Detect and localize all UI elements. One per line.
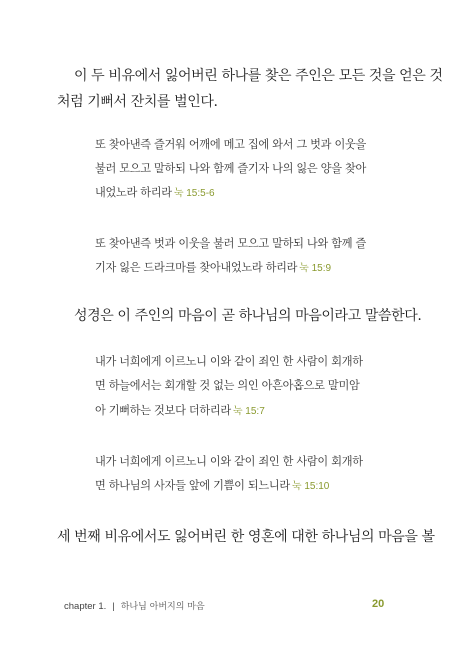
scripture-quote-1-line-1: 또 찾아낸즉 즐거워 어깨에 메고 집에 와서 그 벗과 이웃을 — [95, 138, 366, 151]
page-footer — [64, 599, 205, 612]
scripture-quote-1-line-3 — [95, 184, 215, 200]
body-paragraph-1-line-1: 이 두 비유에서 잃어버린 하나를 찾은 주인은 모든 것을 얻은 것 — [74, 68, 443, 84]
scripture-quote-2-line-1: 또 찾아낸즉 벗과 이웃을 불러 모으고 말하되 나와 함께 즐 — [95, 237, 366, 250]
footer-chapter: chapter 1. — [64, 601, 107, 612]
scripture-reference-4: 눅 15:10 — [291, 481, 330, 492]
body-paragraph-3-line-1: 세 번째 비유에서도 잃어버린 한 영혼에 대한 하나님의 마음을 볼 — [57, 529, 435, 545]
scripture-reference-1: 눅 15:5-6 — [173, 188, 215, 199]
body-paragraph-2-line-1: 성경은 이 주인의 마음이 곧 하나님의 마음이라고 말씀한다. — [74, 308, 422, 324]
scripture-quote-4-text: 면 하나님의 사자들 앞에 기쁨이 되느니라 — [95, 479, 290, 492]
body-paragraph-1-line-2: 처럼 기뻐서 잔치를 벌인다. — [57, 94, 218, 110]
scripture-reference-2: 눅 15:9 — [299, 263, 332, 274]
footer-separator: | — [112, 601, 115, 612]
page-number: 20 — [372, 598, 385, 610]
scripture-quote-2-text: 기자 잃은 드라크마를 찾아내었노라 하리라 — [95, 261, 298, 274]
scripture-quote-2-line-2 — [95, 259, 331, 275]
scripture-quote-4-line-1: 내가 너희에게 이르노니 이와 같이 죄인 한 사람이 회개하 — [95, 455, 363, 468]
scripture-quote-3-line-1: 내가 너희에게 이르노니 이와 같이 죄인 한 사람이 회개하 — [95, 355, 363, 368]
scripture-quote-1-line-2: 불러 모으고 말하되 나와 함께 즐기자 나의 잃은 양을 찾아 — [95, 162, 366, 175]
scripture-quote-3-line-2: 면 하늘에서는 회개할 것 없는 의인 아흔아홉으로 말미암 — [95, 379, 360, 392]
scripture-quote-4-line-2 — [95, 477, 329, 493]
footer-book-title: 하나님 아버지의 마음 — [120, 602, 205, 612]
scripture-reference-3: 눅 15:7 — [232, 406, 265, 417]
scripture-quote-3-text: 아 기뻐하는 것보다 더하리라 — [95, 404, 231, 417]
scripture-quote-3-line-3 — [95, 402, 265, 418]
scripture-quote-1-text: 내었노라 하리라 — [95, 186, 172, 199]
